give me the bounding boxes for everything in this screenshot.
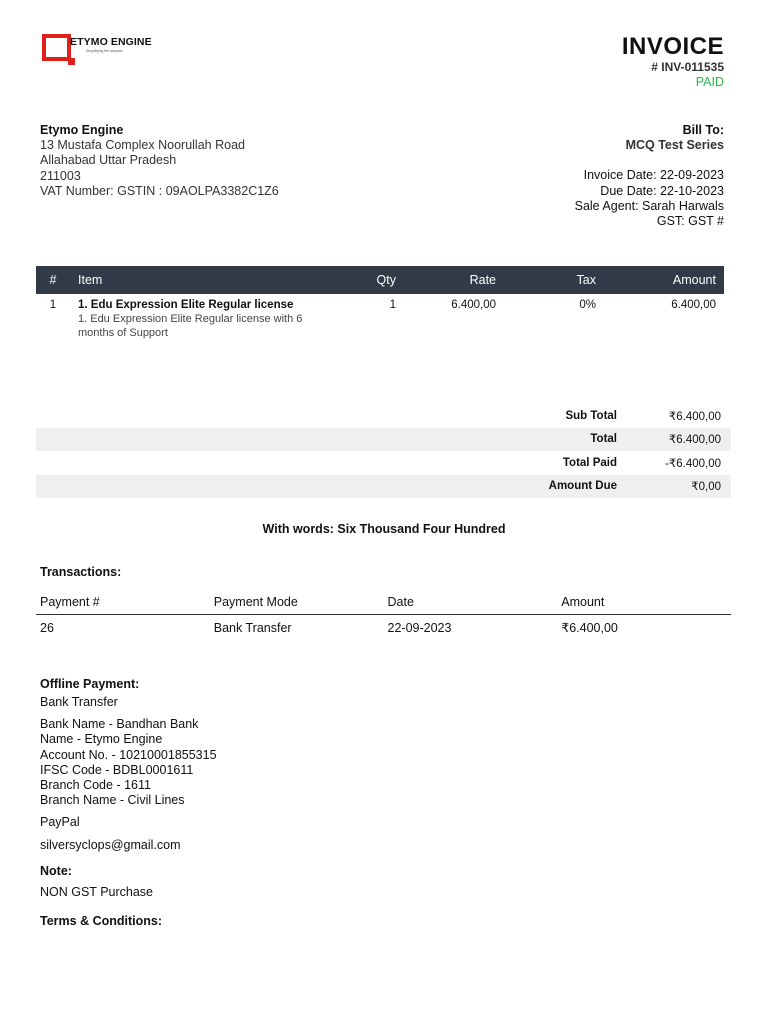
item-cell [70,294,344,345]
item-tax: 0% [579,299,596,311]
invoice-status-badge: PAID [695,75,724,89]
column-header-number: # [49,273,57,287]
bank-detail-line: Branch Code - 1611 [40,778,151,793]
amount-in-words: With words: Six Thousand Four Hundred [262,522,506,536]
total-paid-value: -₹6.400,00 [665,457,721,470]
note-text: NON GST Purchase [40,885,154,899]
items-table-header [36,266,724,294]
terms-heading: Terms & Conditions: [40,914,162,928]
transactions-table [36,595,731,640]
logo-tagline: Simplifying the complex [86,49,123,53]
totals-section [36,404,731,498]
item-number: 1 [49,299,57,311]
seller-name: Etymo Engine [40,123,124,137]
total-value: ₹6.400,00 [668,434,721,447]
paypal-email: silversyclops@gmail.com [40,837,181,852]
total-paid-row [36,451,731,475]
bill-to-label: Bill To: [682,123,724,137]
invoice-title: INVOICE [621,33,724,60]
item-rate: 6.400,00 [451,299,496,311]
payment-date: 22-09-2023 [387,620,452,635]
seller-vat-number: VAT Number: GSTIN : 09AOLPA3382C1Z6 [40,183,279,198]
column-header-item: Item [78,273,103,287]
column-header-payment-number: Payment # [36,595,210,615]
payment-method: Bank Transfer [40,695,118,709]
column-header-amount: Amount [672,273,716,287]
subtotal-row [36,404,731,428]
offline-payment-details [40,695,217,853]
invoice-date: Invoice Date: 22-09-2023 [583,168,724,183]
bank-detail-line: Name - Etymo Engine [40,732,163,747]
table-row [36,615,731,641]
seller-address-line: Allahabad Uttar Pradesh [40,153,177,168]
amount-due-value: ₹0,00 [691,481,721,494]
column-header-payment-mode: Payment Mode [210,595,384,615]
column-header-rate: Rate [469,273,496,287]
invoice-header [622,34,724,90]
column-header-qty: Qty [376,273,396,287]
amount-due-label: Amount Due [548,480,617,493]
payment-number: 26 [40,620,54,635]
bank-detail-line: Account No. - 10210001855315 [40,747,217,762]
item-description: 1. Edu Expression Elite Regular license with 6 months of Support [78,313,303,339]
offline-payment-heading: Offline Payment: [40,677,140,691]
payment-mode: Bank Transfer [213,620,292,635]
column-header-amount: Amount [557,595,731,615]
items-table [36,266,724,345]
total-row [36,428,731,452]
seller-address-line: 211003 [40,168,81,183]
item-title: 1. Edu Expression Elite Regular license [78,299,294,311]
total-paid-label: Total Paid [562,456,617,469]
logo-text: ETYMO ENGINE [70,36,152,48]
seller-address-line: 13 Mustafa Complex Noorullah Road [40,138,245,153]
due-date: Due Date: 22-10-2023 [600,183,724,198]
column-header-tax: Tax [576,273,596,287]
item-amount: 6.400,00 [671,299,716,311]
transactions-heading: Transactions: [40,565,122,579]
logo-mark-icon [42,34,71,61]
item-qty: 1 [389,299,396,311]
transactions-header [36,595,731,615]
company-logo [40,32,180,66]
payment-amount: ₹6.400,00 [561,621,618,635]
gst-number: GST: GST # [656,214,724,229]
bank-detail-line: Bank Name - Bandhan Bank [40,717,199,732]
seller-info [40,123,279,199]
bill-to-info [575,123,724,229]
subtotal-label: Sub Total [565,409,617,422]
subtotal-value: ₹6.400,00 [668,410,721,423]
client-name: MCQ Test Series [625,138,724,153]
amount-due-row [36,475,731,499]
bank-detail-line: IFSC Code - BDBL0001611 [40,762,194,777]
paypal-label: PayPal [40,815,80,830]
total-label: Total [590,433,617,446]
table-row [36,294,724,345]
sale-agent: Sale Agent: Sarah Harwals [574,198,724,213]
bank-detail-line: Branch Name - Civil Lines [40,793,185,808]
column-header-date: Date [384,595,558,615]
invoice-number: # INV-011535 [651,60,724,74]
note-heading: Note: [40,864,72,878]
